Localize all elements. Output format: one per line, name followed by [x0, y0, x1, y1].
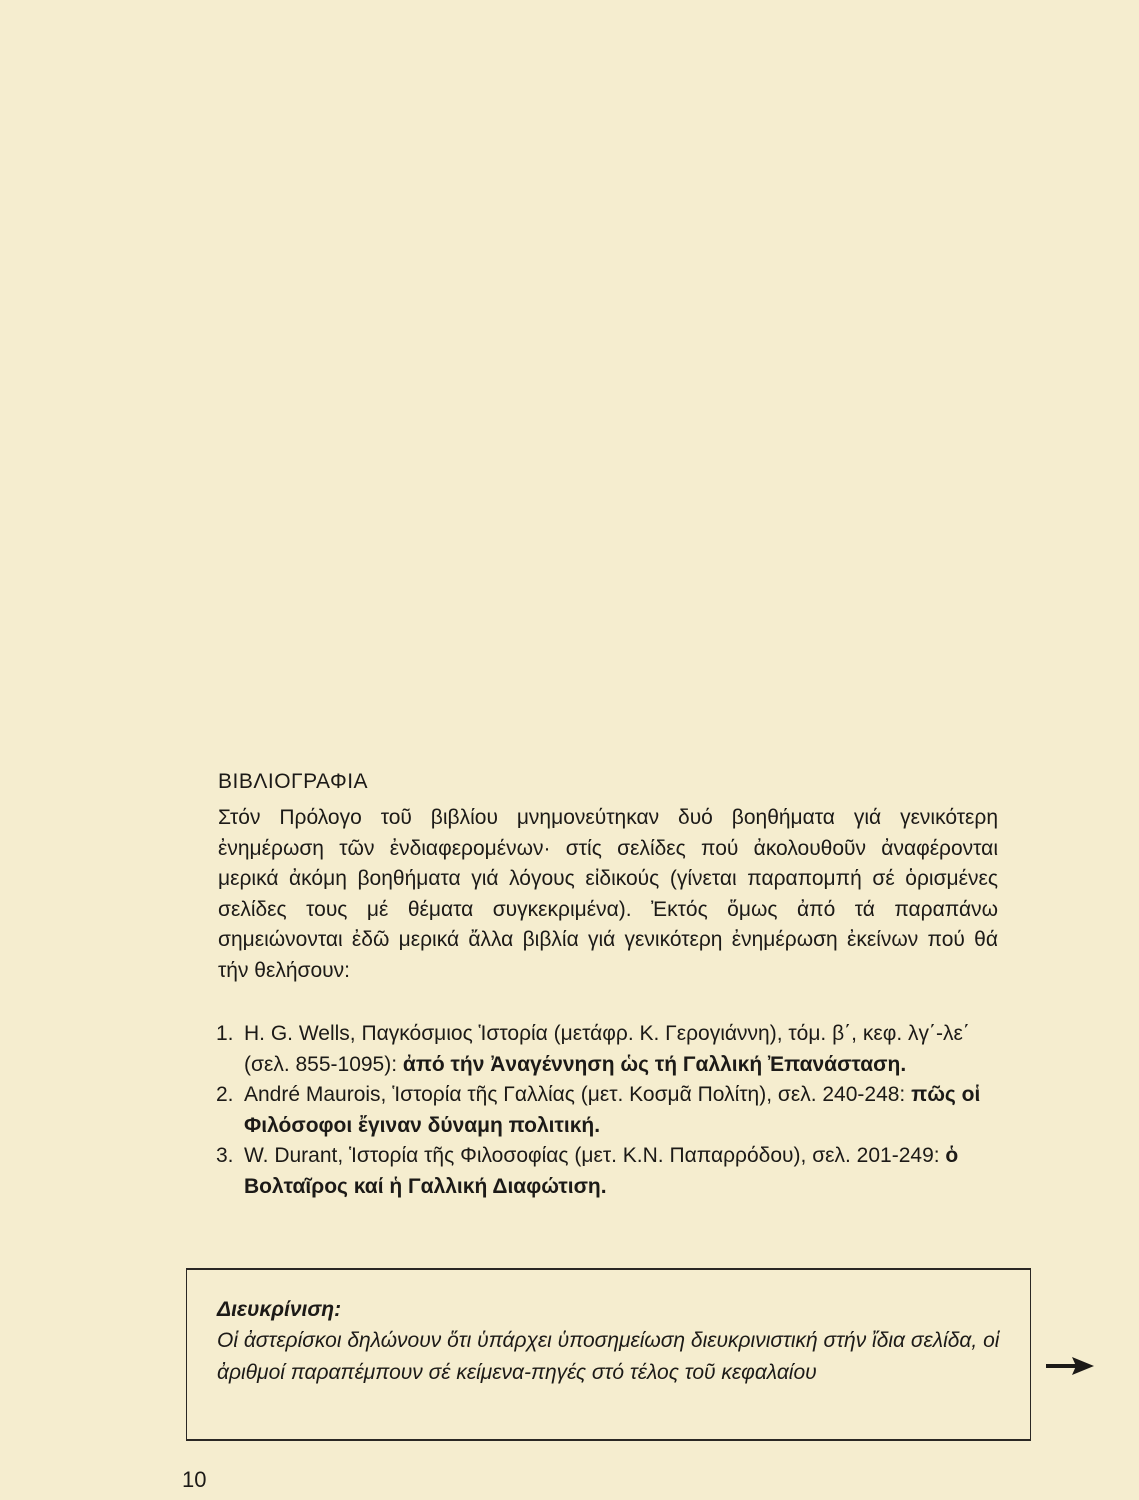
clarification-title: Διευκρίνιση: [217, 1298, 342, 1321]
reference-item [216, 1019, 1006, 1080]
reference-number: 2. [216, 1083, 234, 1106]
bibliography-heading: ΒΙΒΛΙΟΓΡΑΦΙΑ [218, 770, 369, 793]
reference-text: H. G. Wells, Παγκόσμιος Ἱστορία (μετάφρ. Κ. Γερογιάννη), τόμ. β΄, κεφ. λγ΄-λε΄ (σελ. 855-1095): [244, 1022, 970, 1076]
arrow-right-icon [1046, 1357, 1094, 1375]
reference-number: 1. [216, 1022, 234, 1045]
reference-list [216, 1019, 1006, 1202]
clarification-text: Οἱ ἀστερίσκοι δηλώνουν ὅτι ὑπάρχει ὑποσημείωση διευκρινιστική στήν ἴδια σελίδα, οἱ ἀριθμοί παραπέμπουν σέ κείμενα-πηγές στό τέλος τοῦ κεφαλαίου [217, 1329, 1000, 1384]
reference-text: André Maurois, Ἱστορία τῆς Γαλλίας (μετ. Κοσμᾶ Πολίτη), σελ. 240-248: [244, 1083, 912, 1106]
reference-topic: πῶς οἱ Φιλόσοφοι ἔγιναν δύναμη πολιτική. [244, 1083, 981, 1137]
page-number: 10 [182, 1467, 207, 1492]
clarification-box [186, 1268, 1031, 1441]
reference-number: 3. [216, 1144, 234, 1167]
reference-item [216, 1080, 1006, 1141]
reference-topic: ὁ Βολταῖρος καί ἡ Γαλλική Διαφώτιση. [244, 1144, 959, 1198]
bibliography-intro: Στόν Πρόλογο τοῦ βιβλίου μνημονεύτηκαν δυό βοηθήματα γιά γενικότερη ἐνημέρωση τῶν ἐνδιαφερομένων· στίς σελίδες πού ἀκολουθοῦν ἀναφέρονται μερικά ἀκόμη βοηθήματα γιά λόγους εἰδικούς (γίνεται παραπομπή σέ ὁρισμένες σελίδες τους μέ θέματα συγκεκριμένα). Ἐκτός ὅμως ἀπό τά παραπάνω σημειώνονται ἐδῶ μερικά ἄλλα βιβλία γιά γενικότερη ἐνημέρωση ἐκείνων πού θά τήν θελήσουν: [218, 806, 998, 982]
reference-item [216, 1141, 1006, 1202]
reference-topic: ἀπό τήν Ἀναγέννηση ὡς τή Γαλλική Ἐπανάσταση. [402, 1052, 907, 1076]
reference-text: W. Durant, Ἱστορία τῆς Φιλοσοφίας (μετ. Κ.Ν. Παπαρρόδου), σελ. 201-249: [244, 1144, 946, 1167]
